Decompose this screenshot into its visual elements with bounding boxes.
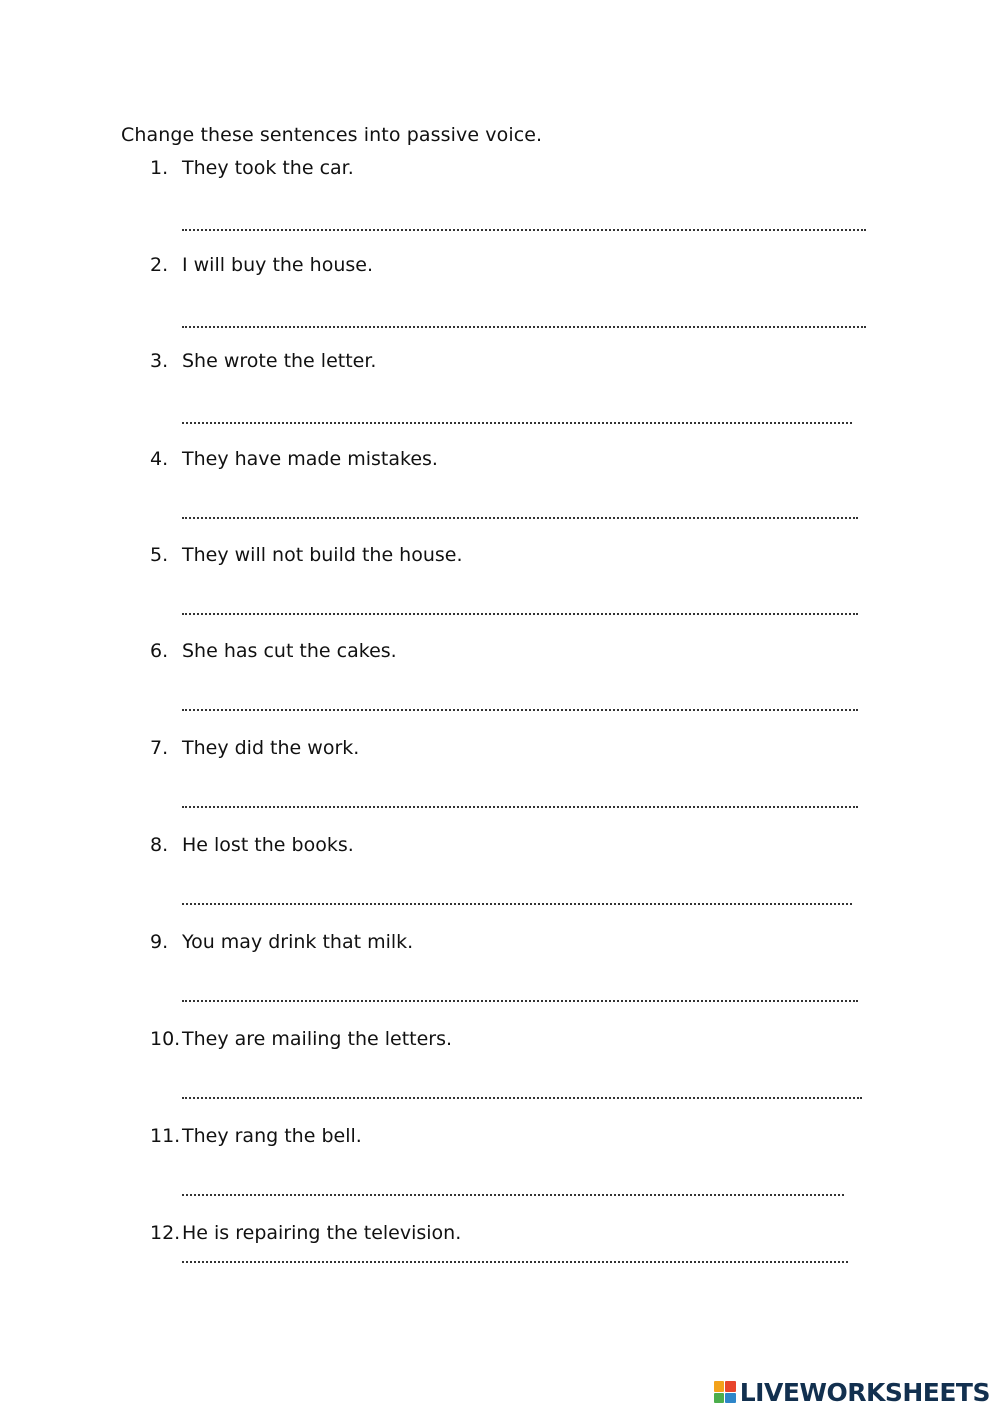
question-number: 5. — [150, 544, 169, 566]
question-item — [0, 157, 1000, 237]
question-item — [0, 640, 1000, 720]
answer-field[interactable] — [182, 316, 866, 328]
logo-square-2 — [725, 1381, 736, 1392]
question-text: He lost the books. — [182, 834, 354, 856]
question-item — [0, 544, 1000, 624]
watermark-text: LIVEWORKSHEETS — [739, 1377, 990, 1407]
answer-field[interactable] — [182, 893, 852, 905]
question-text: I will buy the house. — [182, 254, 374, 276]
question-item — [0, 931, 1000, 1011]
question-text: They did the work. — [182, 737, 360, 759]
answer-field[interactable] — [182, 990, 858, 1002]
question-item — [0, 1222, 1000, 1302]
question-item — [0, 1125, 1000, 1205]
question-text: They will not build the house. — [182, 544, 463, 566]
logo-square-1 — [714, 1381, 725, 1392]
answer-field[interactable] — [182, 796, 858, 808]
instruction-text: Change these sentences into passive voice. — [121, 124, 543, 146]
question-number: 12. — [150, 1222, 181, 1244]
question-text: You may drink that milk. — [182, 931, 414, 953]
question-item — [0, 350, 1000, 430]
question-number: 2. — [150, 254, 169, 276]
liveworksheets-logo-icon — [714, 1381, 736, 1403]
answer-field[interactable] — [182, 219, 866, 231]
question-item — [0, 1028, 1000, 1108]
watermark — [714, 1379, 990, 1405]
question-number: 11. — [150, 1125, 181, 1147]
answer-field[interactable] — [182, 1087, 862, 1099]
question-number: 6. — [150, 640, 169, 662]
question-text: He is repairing the television. — [182, 1222, 462, 1244]
question-item — [0, 254, 1000, 334]
answer-field[interactable] — [182, 699, 858, 711]
answer-field[interactable] — [182, 1184, 844, 1196]
question-number: 10. — [150, 1028, 181, 1050]
answer-field[interactable] — [182, 603, 858, 615]
question-number: 9. — [150, 931, 169, 953]
question-item — [0, 448, 1000, 528]
logo-square-4 — [725, 1393, 736, 1404]
question-number: 8. — [150, 834, 169, 856]
question-text: She has cut the cakes. — [182, 640, 397, 662]
question-text: She wrote the letter. — [182, 350, 377, 372]
answer-field[interactable] — [182, 1251, 848, 1263]
question-number: 1. — [150, 157, 169, 179]
answer-field[interactable] — [182, 507, 858, 519]
question-number: 3. — [150, 350, 169, 372]
answer-field[interactable] — [182, 412, 852, 424]
question-text: They are mailing the letters. — [182, 1028, 453, 1050]
question-text: They took the car. — [182, 157, 354, 179]
question-text: They have made mistakes. — [182, 448, 438, 470]
question-text: They rang the bell. — [182, 1125, 362, 1147]
question-number: 7. — [150, 737, 169, 759]
logo-square-3 — [714, 1393, 725, 1404]
question-item — [0, 737, 1000, 817]
question-item — [0, 834, 1000, 914]
question-number: 4. — [150, 448, 169, 470]
